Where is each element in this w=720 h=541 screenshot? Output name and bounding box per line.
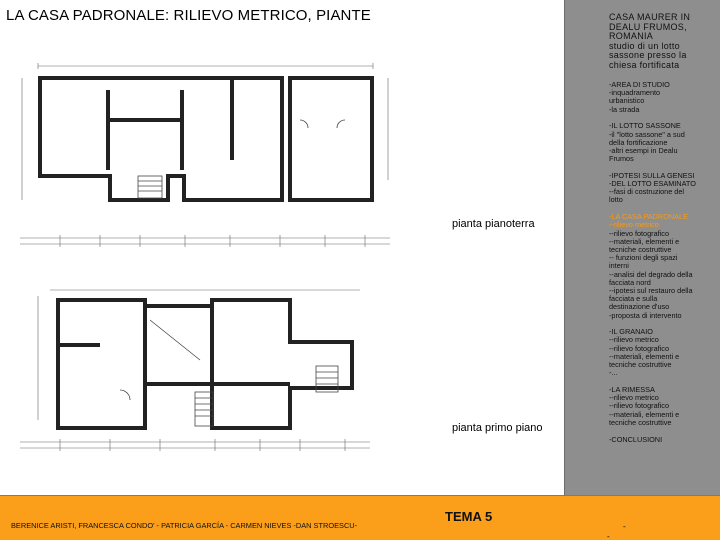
menu-item[interactable]: facciata nord [609, 278, 651, 287]
page-title: LA CASA PADRONALE: RILIEVO METRICO, PIANTE [6, 7, 371, 24]
menu-item[interactable]: -- funzioni degli spazi [609, 254, 678, 263]
menu-section-heading[interactable]: -IPOTESI SULLA GENESI [609, 171, 695, 180]
menu-item[interactable]: --materiali, elementi e [609, 237, 680, 246]
menu-item[interactable]: urbanistico [609, 97, 645, 106]
menu-item[interactable]: tecniche costruttive [609, 361, 672, 370]
menu-item[interactable]: --rilievo metrico [609, 221, 659, 230]
menu-item[interactable]: --rilievo fotografico [609, 229, 670, 238]
menu-section-heading[interactable]: -LA CASA PADRONALE [609, 213, 688, 222]
menu-item[interactable]: --fasi di costruzione del [609, 188, 685, 197]
menu-item[interactable]: tecniche costruttive [609, 245, 672, 254]
sidebar-header-line: ROMANIA [609, 31, 654, 41]
authors-text: BERENICE ARISTI, FRANCESCA CONDO' - PATRICIA GARCÍA - CARMEN NIEVES -DAN STROESCU- [11, 521, 358, 530]
menu-section [609, 81, 719, 114]
sidebar-header-line: sassone presso la [609, 50, 687, 60]
sidebar-header-line: chiesa fortificata [609, 59, 680, 70]
menu-section [609, 436, 719, 444]
menu-item[interactable]: --rilievo metrico [609, 394, 659, 403]
menu-section [609, 213, 719, 320]
menu-item[interactable]: --analisi del degrado della [609, 270, 693, 279]
menu-section [609, 122, 719, 163]
menu-item[interactable]: -... [609, 369, 618, 378]
menu-item[interactable]: -DEL LOTTO ESAMINATO [609, 180, 696, 189]
menu-item[interactable]: --materiali, elementi e [609, 410, 680, 419]
menu-item[interactable]: interni [609, 262, 629, 271]
menu-item[interactable]: della fortificazione [609, 138, 668, 147]
sidebar [564, 0, 720, 495]
menu-section-heading[interactable]: -CONCLUSIONI [609, 435, 663, 444]
menu-item[interactable]: -altri esempi in Dealu [609, 146, 678, 155]
menu-item[interactable]: lotto [609, 196, 623, 205]
menu-section-heading[interactable]: -LA RIMESSA [609, 386, 655, 394]
tema-label: TEMA 5 [445, 509, 493, 524]
footer [0, 495, 720, 540]
ground-floor-caption: pianta pianoterra [452, 218, 535, 230]
sidebar-header-line: studio di un lotto [609, 40, 680, 51]
menu-section [609, 328, 719, 377]
menu-item[interactable]: facciata e sulla [609, 295, 658, 304]
menu-item[interactable]: Frumos [609, 155, 634, 164]
menu-item[interactable]: tecniche costruttive [609, 418, 672, 427]
sidebar-header-line: CASA MAURER IN [609, 12, 691, 22]
menu-item[interactable]: --rilievo fotografico [609, 344, 670, 353]
menu-item[interactable]: --ipotesi sul restauro della [609, 286, 693, 295]
menu-item[interactable]: destinazione d'uso [609, 303, 670, 312]
sidebar-header [609, 13, 717, 70]
menu-item[interactable]: --rilievo fotografico [609, 402, 670, 411]
menu-item[interactable]: --rilievo metrico [609, 336, 659, 345]
menu-section-heading[interactable]: -IL LOTTO SASSONE [609, 122, 681, 131]
menu-section-heading[interactable]: -IL GRANAIO [609, 328, 653, 337]
menu-item[interactable]: -inquadramento [609, 89, 661, 98]
menu-item[interactable]: --materiali, elementi e [609, 352, 680, 361]
menu-item[interactable]: -il "lotto sassone" a sud [609, 130, 685, 139]
sidebar-menu [609, 81, 719, 452]
menu-section [609, 386, 719, 427]
menu-item[interactable]: -proposta di intervento [609, 311, 682, 320]
menu-section [609, 172, 719, 205]
menu-section-heading[interactable]: -AREA DI STUDIO [609, 81, 670, 89]
first-floor-caption: pianta primo piano [452, 422, 543, 434]
footer-dash: - [623, 522, 626, 531]
footer-dash: - [607, 532, 610, 541]
menu-item[interactable]: -la strada [609, 105, 640, 114]
sidebar-header-line: DEALU FRUMOS, [609, 21, 687, 32]
